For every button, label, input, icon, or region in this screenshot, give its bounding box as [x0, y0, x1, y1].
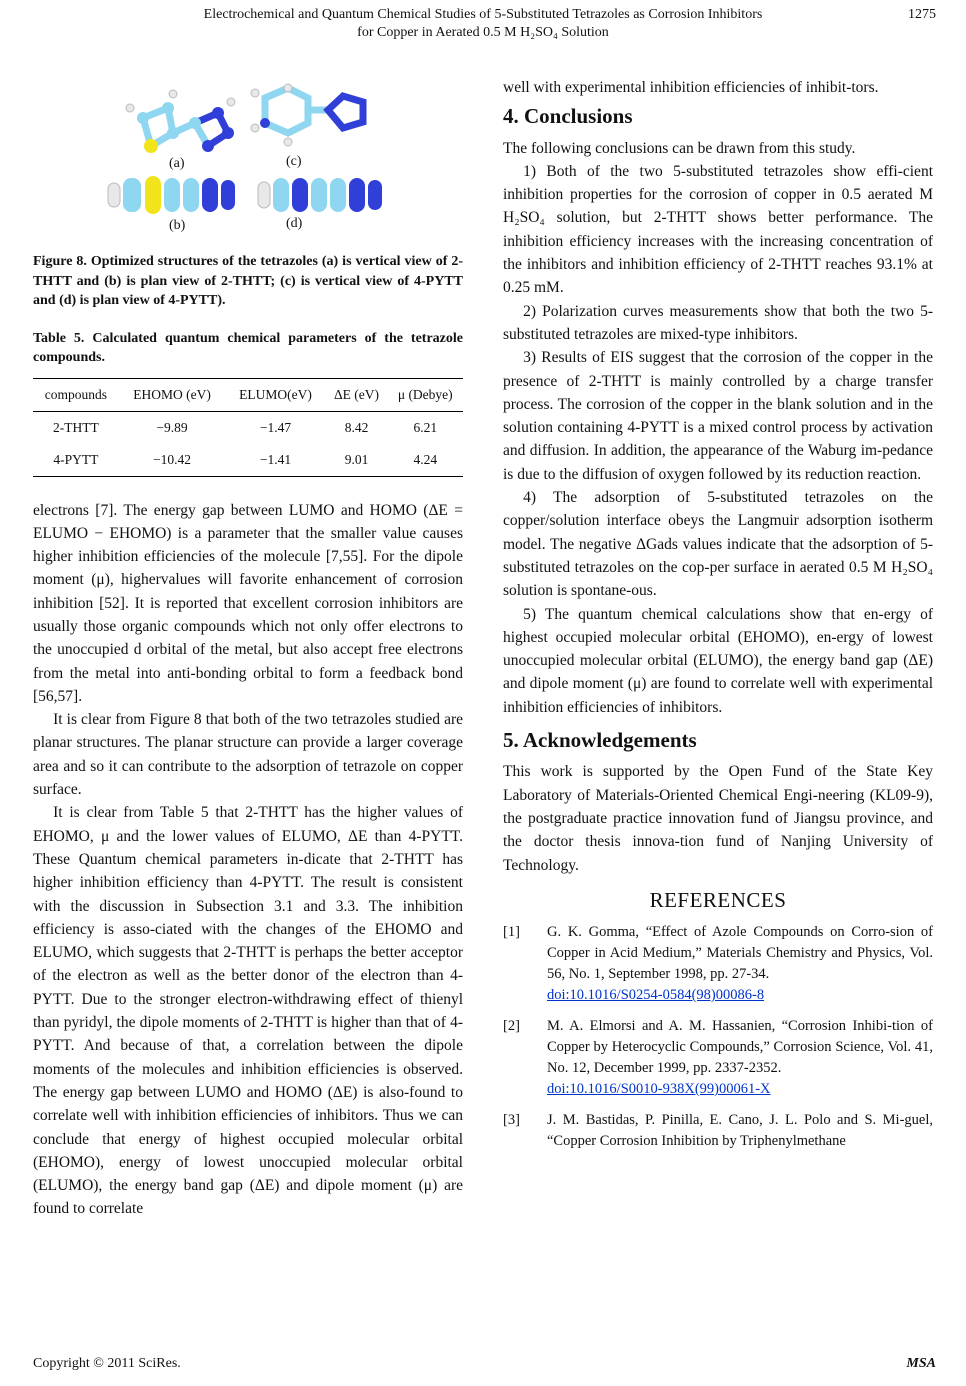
table-cell: −1.41	[259, 451, 292, 467]
table-row	[33, 444, 463, 477]
figure-label-c: (c)	[286, 154, 302, 169]
conclusion-item: 5) The quantum chemical calculations show that en-ergy of highest occupied molecular orbital (EHOMO), en-ergy of lowest unoccupied molecular orbital (ELUMO), the energy band gap (ΔE) and dipole moment (μ) are found to correlate well with experimental inhibition efficiencies of inhibitors.	[503, 605, 933, 716]
table-caption: Table 5. Calculated quantum chemical parameters of the tetrazole compounds.	[33, 330, 463, 365]
reference-doi-link[interactable]: doi:10.1016/S0010-938X(99)00061-X	[547, 1081, 771, 1098]
reference-item	[503, 1110, 933, 1152]
figure-8	[33, 78, 463, 248]
body-paragraph-continued: well with experimental inhibition efficiencies of inhibit-tors.	[503, 79, 879, 96]
header-title-line1: Electrochemical and Quantum Chemical Studies of 5-Substituted Tetrazoles as Corrosion Inhibitors	[203, 7, 763, 22]
figure-caption: Figure 8. Optimized structures of the tetrazoles (a) is vertical view of 2-THTT and (b) is plan view of 2-THTT; (c) is vertical view of 4-PYTT and (d) is plan view of 4-PYTT).	[33, 254, 463, 308]
acknowledgements-text: This work is supported by the Open Fund of the State Key Laboratory of Materials-Oriented Chemical Engi-neering (KL09-9), the postgraduate practice innovation fund of Jiangsu province, and the doctor thesis innova-tion fund of Nanjing University of Technology.	[503, 763, 933, 874]
table-cell: 4.24	[413, 451, 438, 467]
reference-number: [3]	[503, 1112, 520, 1129]
copyright-footer: Copyright © 2011 SciRes.	[33, 1356, 181, 1371]
table-header: μ (Debye)	[397, 386, 453, 402]
table-cell: 6.21	[413, 419, 438, 435]
table-cell: 2-THTT	[52, 419, 99, 435]
table-header: compounds	[44, 386, 107, 402]
conclusion-item: 2) Polarization curves measurements show that both the two 5-substituted tetrazoles are mixed-type inhibitors.	[503, 302, 933, 343]
table-cell: −1.47	[259, 419, 292, 435]
table-cell: −10.42	[153, 451, 192, 467]
table-header: ELUMO(eV)	[239, 386, 312, 402]
table-header: EHOMO (eV)	[133, 386, 211, 402]
molecule-b-2thtt-plan	[108, 176, 235, 214]
reference-text: J. M. Bastidas, P. Pinilla, E. Cano, J. L. Polo and S. Mi-guel, “Copper Corrosion Inhibition by Triphenylmethane	[547, 1112, 933, 1150]
body-paragraph: It is clear from Table 5 that 2-THTT has the higher values of EHOMO, μ and the lower values of ELUMO, ΔE than 4-PYTT. These Quantum chemical parameters in-dicate that 2-THTT has higher inhibition efficiency than 4-PYTT. The result is consistent with the discussion in Subsection 3.1 and 3.3. The inhibition efficiency is asso-ciated with the changes of the EHOMO and ELUMO, which suggests that 2-THTT is perhaps the better acceptor of the electron as well as the better donor of the electron than 4-PYTT. Due to the stronger electron-withdrawing effect of thienyl than pyridyl, the dipole moments of 2-THTT is higher than that of 4-PYTT. And because of that, a correlation between the dipole moments of the molecules and inhibition efficiencies is observed. The energy gap between LUMO and HOMO (ΔE) is also-found to correlate well with inhibition efficiencies of inhibitors. Thus we can conclude that energy of highest occupied molecular orbital (EHOMO), energy of lowest unoccupied molecular orbital (ELUMO), the energy band gap (ΔE) and dipole moment (μ) are found to correlate	[33, 804, 463, 1218]
table-cell: −9.89	[156, 419, 188, 435]
body-paragraph: electrons [7]. The energy gap between LUMO and HOMO (ΔE = ELUMO − EHOMO) is a parameter that the smaller value causes higher inhibition efficiencies of the molecule [7,55]. For the dipole moment (μ), highervalues will favorite enhancement of corrosion inhibition [52]. It is reported that excellent corrosion inhibitors are usually those organic compounds which not only offer electrons to the unoccupied d orbital of the metal, but also accept free electrons from the metal into anti-bonding orbital to form a feedback bond [56,57].	[33, 501, 463, 705]
running-header	[0, 6, 966, 42]
table-cell: 8.42	[344, 419, 369, 435]
figure-label-b: (b)	[169, 218, 186, 233]
header-title-line2: for Copper in Aerated 0.5 M H₂SO₄ Solution	[357, 25, 609, 40]
references-heading: REFERENCES	[649, 887, 787, 912]
right-column	[503, 76, 933, 1162]
conclusions-intro: The following conclusions can be drawn from this study.	[503, 139, 856, 157]
reference-doi-link[interactable]: doi:10.1016/S0254-0584(98)00086-8	[547, 987, 765, 1004]
table-cell: 9.01	[344, 451, 369, 467]
conclusion-item: 4) The adsorption of 5-substituted tetrazoles on the copper/solution interface obeys the Langmuir adsorption isotherm model. The negative ΔGads values indicate that the adsorption of 5-substituted tetrazoles on the cop-per surface in aerated 0.5 M H₂SO₄ solution is spontane-ous.	[503, 489, 933, 600]
left-column	[33, 78, 463, 1221]
molecule-c-4pytt-vertical	[251, 84, 363, 146]
figure-label-a: (a)	[169, 156, 185, 171]
page-number: 1275	[908, 7, 936, 22]
table-row	[33, 411, 463, 444]
conclusion-item: 1) Both of the two 5-substituted tetrazoles show effi-cient inhibition properties for the corrosion of copper in 0.5 aerated M H₂SO₄ solution, but 2-THTT shows better performance. The inhibition efficiency increases with the increasing concentration of the inhibitors and inhibition efficiency of 2-THTT reaches 93.1% at 0.25 mM.	[503, 162, 933, 297]
reference-item	[503, 922, 933, 1006]
quantum-parameters-table	[33, 378, 463, 477]
section-heading-acknowledgements: 5. Acknowledgements	[503, 728, 697, 753]
section-heading-conclusions: 4. Conclusions	[503, 104, 633, 129]
reference-text: G. K. Gomma, “Effect of Azole Compounds on Corro-sion of Copper in Acid Medium,” Materials Chemistry and Physics, Vol. 56, No. 1, September 1998, pp. 27-34.	[547, 924, 933, 983]
molecule-a-2thtt-vertical	[126, 90, 235, 153]
reference-item	[503, 1016, 933, 1100]
reference-number: [2]	[503, 1018, 520, 1035]
molecule-structures-image	[33, 78, 463, 248]
table-header-row	[33, 378, 463, 411]
figure-label-d: (d)	[286, 216, 303, 231]
table-cell: 4-PYTT	[53, 451, 99, 467]
conclusion-item: 3) Results of EIS suggest that the corrosion of the copper in the presence of 2-THTT is mainly controlled by a charge transfer process. The corrosion of the copper in the blank solution and in the solution containing 4-PYTT is a mixed control process by activation and diffusion. In addition, the appearance of the Waburg im-pedance is due to the diffusion of oxygen followed by its reduction reaction.	[503, 349, 933, 483]
molecule-d-4pytt-plan	[258, 178, 382, 212]
reference-number: [1]	[503, 924, 520, 941]
body-paragraph: It is clear from Figure 8 that both of the two tetrazoles studied are planar structures. The planar structure can provide a larger coverage area and so it can contribute to the adsorption of tetrazole on copper surface.	[33, 711, 463, 799]
reference-text: M. A. Elmorsi and A. M. Hassanien, “Corrosion Inhibi-tion of Copper by Heterocyclic Compounds,” Corrosion Science, Vol. 41, No. 12, December 1999, pp. 2337-2352.	[547, 1018, 933, 1077]
table-header: ΔE (eV)	[333, 386, 380, 402]
journal-abbrev: MSA	[906, 1356, 936, 1371]
